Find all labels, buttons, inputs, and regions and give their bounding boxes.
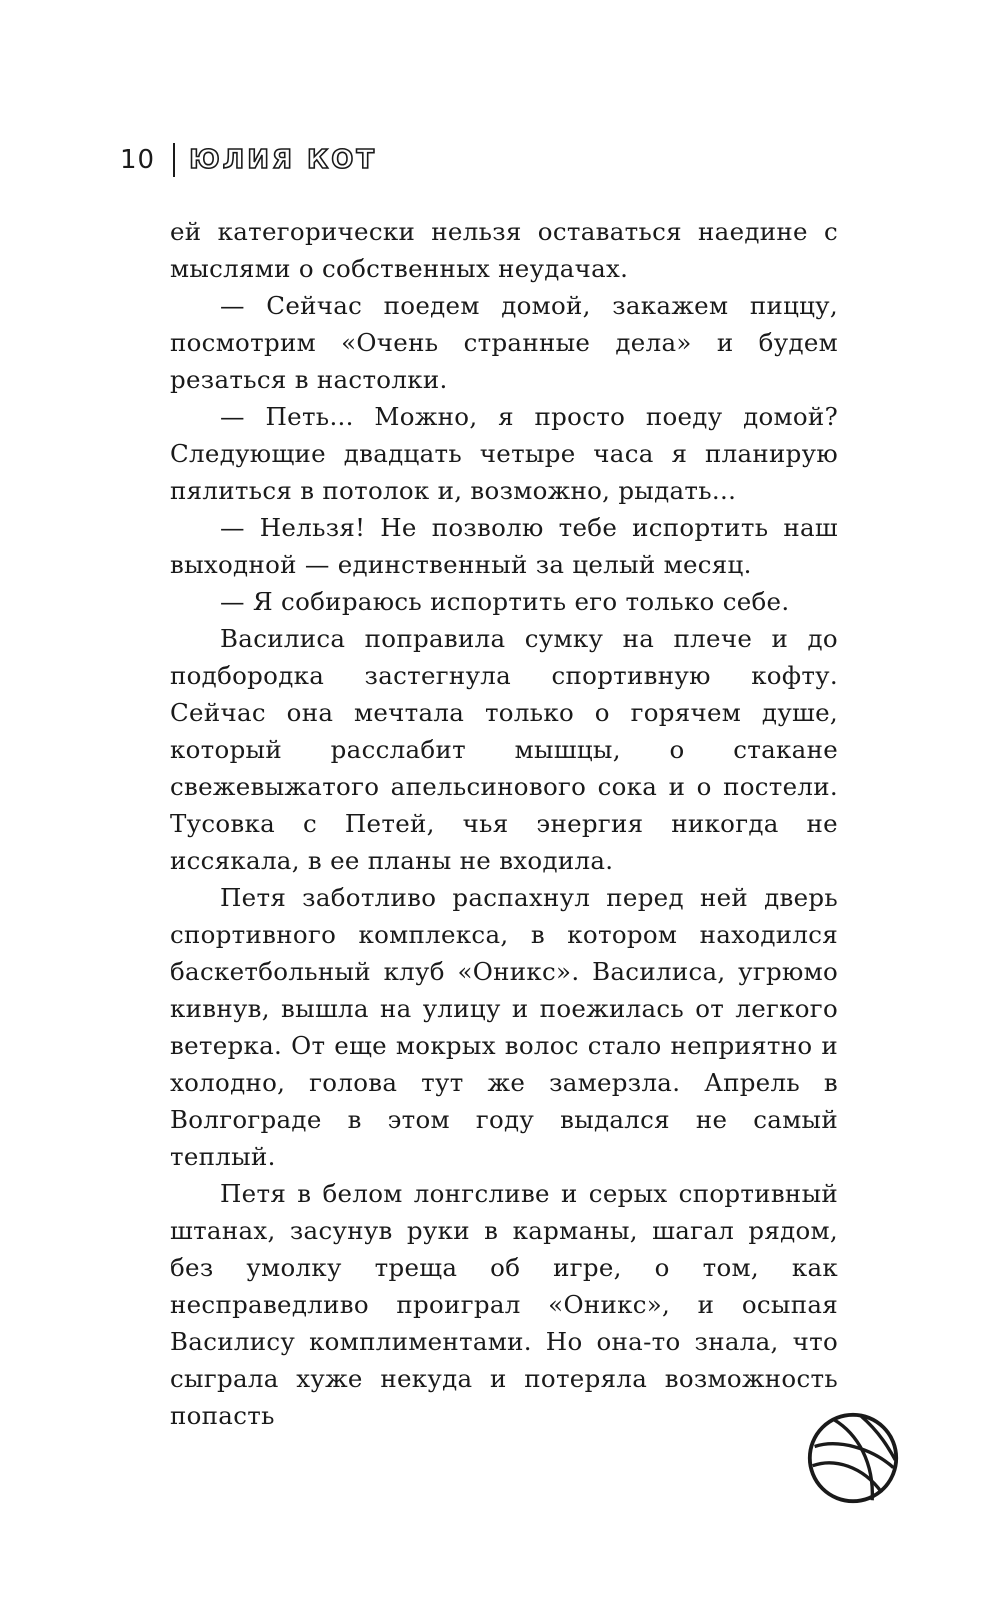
paragraph-1: ей категорически нельзя оставаться наедине с мыслями о собственных неудачах.: [170, 217, 838, 283]
body-text: [170, 213, 838, 1434]
paragraph-5: — Я собираюсь испортить его только себе.: [220, 587, 790, 616]
page-number: 10: [120, 145, 156, 175]
author-name: ЮЛИЯ КОТ: [189, 145, 378, 175]
header-divider: [173, 143, 175, 177]
paragraph-7: Петя заботливо распахнул перед ней дверь спортивного комплекса, в котором находился баскетбольный клуб «Оникс». Василиса, угрюмо кивнув, вышла на улицу и поежилась от легкого ветерка. От еще мокрых волос стало неприятно и холодно, голова тут же замерзла. Апрель в Волгограде в этом году выдался не самый теплый.: [170, 883, 838, 1171]
paragraph-2: — Сейчас поедем домой, закажем пиццу, посмотрим «Очень странные дела» и будем резаться в настолки.: [170, 291, 838, 394]
running-header: [120, 140, 377, 180]
paragraph-3: — Петь... Можно, я просто поеду домой? Следующие двадцать четыре часа я планирую пялиться в потолок и, возможно, рыдать...: [170, 402, 838, 505]
paragraph-6: Василиса поправила сумку на плече и до подбородка застегнула спортивную кофту. Сейчас она мечтала только о горячем душе, который расслабит мышцы, о стакане свежевыжатого апельсинового сока и о постели. Тусовка с Петей, чья энергия никогда не иссякала, в ее планы не входила.: [170, 624, 838, 875]
basketball-icon: [805, 1410, 901, 1506]
paragraph-4: — Нельзя! Не позволю тебе испортить наш выходной — единственный за целый месяц.: [170, 513, 838, 579]
paragraph-8: Петя в белом лонгсливе и серых спортивный штанах, засунув руки в карманы, шагал рядом, без умолку треща об игре, о том, как несправедливо проиграл «Оникс», и осыпая Василису комплиментами. Но она-то знала, что сыграла хуже некуда и потеряла возможность попасть: [170, 1179, 838, 1430]
